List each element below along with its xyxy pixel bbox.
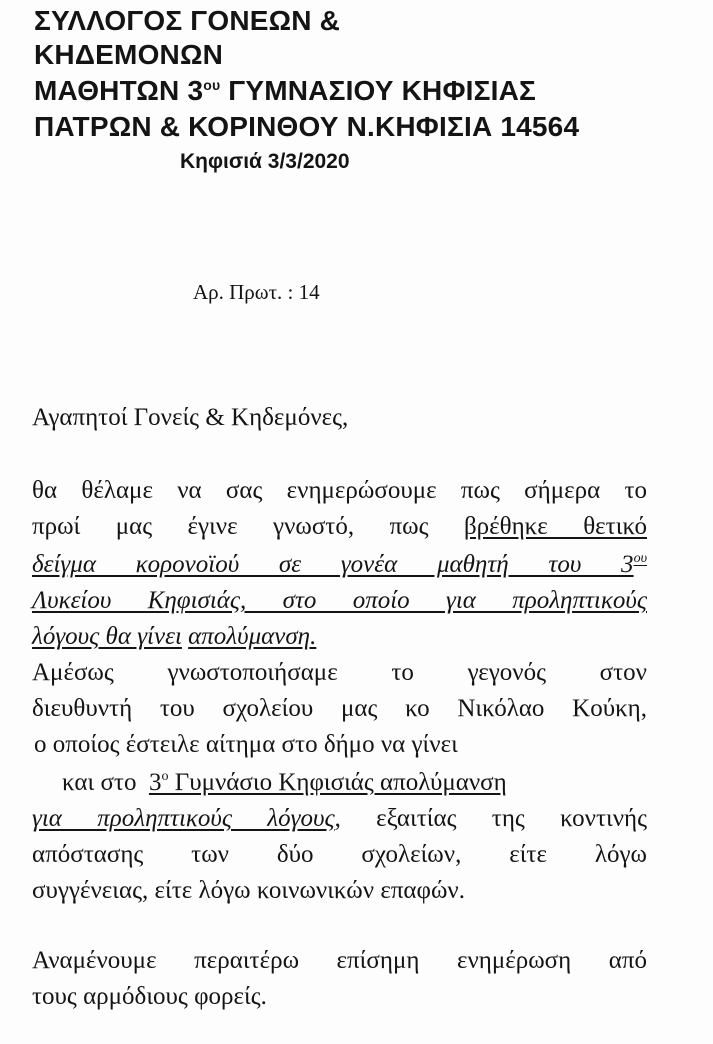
header-address: ΠΑΤΡΩΝ & ΚΟΡΙΝΘΟΥ Ν.ΚΗΦΙΣΙΑ 14564 <box>34 111 580 142</box>
p1-l5-underlined-2: απολύμανση. <box>188 623 317 650</box>
p2-l5-text: , εξαιτίας της κοντινής <box>334 805 647 832</box>
paragraph-1-line-1: θα θέλαμε να σας ενημερώσουμε πως σήμερα το <box>32 477 647 504</box>
p2-l4-num: 3 <box>148 769 162 796</box>
header-line-3-post: ΓΥΜΝΑΣΙΟΥ ΚΗΦΙΣΙΑΣ <box>220 75 537 106</box>
greeting: Αγαπητοί Γονείς & Κηδεμόνες, <box>32 404 349 431</box>
p1-l5-underlined-1: λόγους θα γίνει <box>32 623 182 650</box>
p1-l3-sup: ου <box>633 551 647 566</box>
p2-l4-underlined <box>149 769 507 796</box>
header-line-2: ΚΗΔΕΜΟΝΩΝ <box>34 39 224 70</box>
paragraph-3-line-2: τους αρμόδιους φορείς. <box>32 983 267 1010</box>
paragraph-2-line-1: Αμέσως γνωστοποιήσαμε το γεγονός στον <box>32 659 647 686</box>
paragraph-1-line-3 <box>32 548 647 582</box>
p1-l2-text: πρωί μας έγινε γνωστό, πως <box>32 513 464 540</box>
paragraph-2-line-6: απόστασης των δύο σχολείων, είτε λόγω <box>32 841 647 868</box>
header-line-3-sup: ου <box>203 77 221 93</box>
paragraph-3-line-1: Αναμένουμε περαιτέρω επίσημη ενημέρωση από <box>32 947 647 974</box>
paragraph-2-line-5 <box>32 802 647 836</box>
header-line-1: ΣΥΛΛΟΓΟΣ ΓΟΝΕΩΝ & <box>34 5 341 36</box>
p1-l2-underlined: βρέθηκε θετικό <box>463 513 647 540</box>
p2-l5-underlined: για προληπτικούς λόγους <box>32 805 335 832</box>
p2-l4-sup: ο <box>161 769 169 784</box>
header-line-3-pre: ΜΑΘΗΤΩΝ 3 <box>34 75 204 106</box>
p1-l4-underlined: Λυκείου Κηφισιάς, στο οποίο για προληπτικούς <box>32 587 647 614</box>
paragraph-1-line-2 <box>32 510 647 544</box>
paragraph-1-line-4 <box>32 584 647 618</box>
paragraph-2-line-7: συγγένειας, είτε λόγω κοινωνικών επαφών. <box>32 877 465 904</box>
reference-number: Αρ. Πρωτ. : 14 <box>193 280 320 304</box>
paragraph-2-line-3: ο οποίος έστειλε αίτημα στο δήμο να γίνει <box>34 731 458 758</box>
header-date: Κηφισιά 3/3/2020 <box>180 150 350 173</box>
paragraph-2-line-2: διευθυντή του σχολείου μας κο Νικόλαο Κούκη, <box>32 695 647 722</box>
p2-l4-text: και στο <box>62 769 149 796</box>
paragraph-1-line-5 <box>32 620 647 654</box>
paragraph-2-line-4 <box>62 766 647 800</box>
p1-l3-underlined: δείγμα κορονοϊού σε γονέα μαθητή του 3 <box>32 551 634 578</box>
header-line-3 <box>34 74 536 108</box>
p2-l4-rest: Γυμνάσιο Κηφισιάς απολύμανση <box>168 769 507 796</box>
